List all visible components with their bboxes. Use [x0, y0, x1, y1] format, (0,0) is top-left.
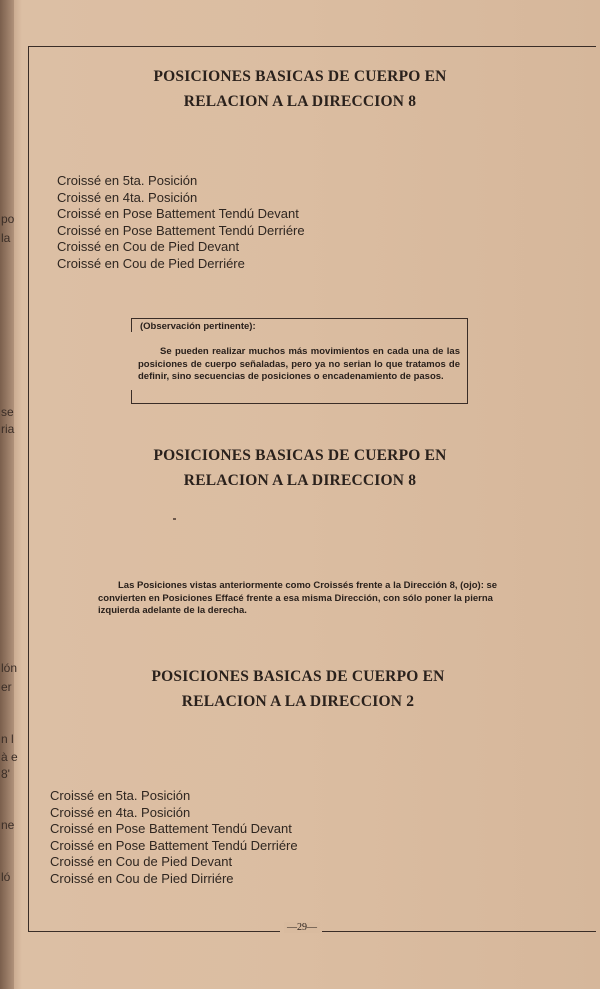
- margin-bleed-text: la: [1, 231, 11, 245]
- margin-bleed-text: er: [1, 680, 12, 694]
- note-body: Se pueden realizar muchos más movimientos en cada una de las posiciones de cuerpo señaladas, pero ya no serian lo que tratamos de definir, sino secuencias de posiciones o encadenamiento de pasos.: [138, 346, 460, 382]
- margin-bleed-text: ló: [1, 870, 11, 884]
- margin-bleed-text: ria: [1, 422, 15, 436]
- position-list-direction-8: [57, 173, 305, 272]
- book-spine-shadow: [0, 0, 14, 989]
- heading-line: POSICIONES BASICAS DE CUERPO EN: [153, 447, 447, 464]
- margin-bleed-text: se: [1, 405, 14, 419]
- page-number: —29—: [284, 922, 320, 933]
- position-list-direction-2: [50, 788, 298, 887]
- list-item: Croissé en 4ta. Posición: [50, 804, 191, 820]
- list-item: Croissé en 4ta. Posición: [57, 189, 198, 205]
- list-item: Croissé en Pose Battement Tendú Devant: [57, 206, 299, 221]
- section-heading-direction-8: [0, 64, 600, 115]
- margin-bleed-text: 8': [1, 767, 10, 781]
- heading-line: POSICIONES BASICAS DE CUERPO EN: [153, 68, 447, 85]
- note-title: (Observación pertinente):: [140, 321, 256, 332]
- section-heading-direction-8-effface: [0, 443, 600, 494]
- frame-bottom-rule-right: [322, 931, 596, 932]
- list-item: Croissé en Cou de Pied Devant: [57, 239, 240, 254]
- print-speck: [173, 518, 176, 520]
- heading-line: RELACION A LA DIRECCION 8: [183, 472, 417, 489]
- effface-paragraph: Las Posiciones vistas anteriormente como Croissés frente a la Dirección 8, (ojo): se convierten en Posiciones Effacé frente a esa misma Dirección, con sólo poner la pierna izquierda adelante de la derecha.: [98, 580, 498, 616]
- margin-bleed-text: lón: [1, 661, 18, 675]
- observation-note-box: [131, 318, 468, 404]
- heading-line: RELACION A LA DIRECCION 2: [181, 693, 415, 710]
- heading-line: RELACION A LA DIRECCION 8: [183, 93, 417, 110]
- list-item: Croissé en Pose Battement Tendú Derriére: [50, 837, 298, 853]
- list-item: Croissé en Cou de Pied Derriére: [57, 255, 245, 271]
- margin-bleed-text: n l: [1, 732, 14, 746]
- section-heading-direction-2: [0, 664, 598, 715]
- note-box-left-border: [131, 318, 132, 404]
- list-item: Croissé en 5ta. Posición: [57, 173, 198, 188]
- frame-bottom-rule-left: [28, 931, 280, 932]
- list-item: Croissé en 5ta. Posición: [50, 788, 191, 803]
- list-item: Croissé en Pose Battement Tendú Derriére: [57, 222, 305, 238]
- heading-line: POSICIONES BASICAS DE CUERPO EN: [151, 668, 445, 685]
- margin-bleed-text: ne: [1, 818, 15, 832]
- margin-bleed-text: à e: [1, 750, 18, 764]
- list-item: Croissé en Cou de Pied Dirriére: [50, 870, 234, 886]
- list-item: Croissé en Pose Battement Tendú Devant: [50, 821, 292, 836]
- list-item: Croissé en Cou de Pied Devant: [50, 854, 233, 869]
- margin-bleed-text: po: [1, 212, 15, 226]
